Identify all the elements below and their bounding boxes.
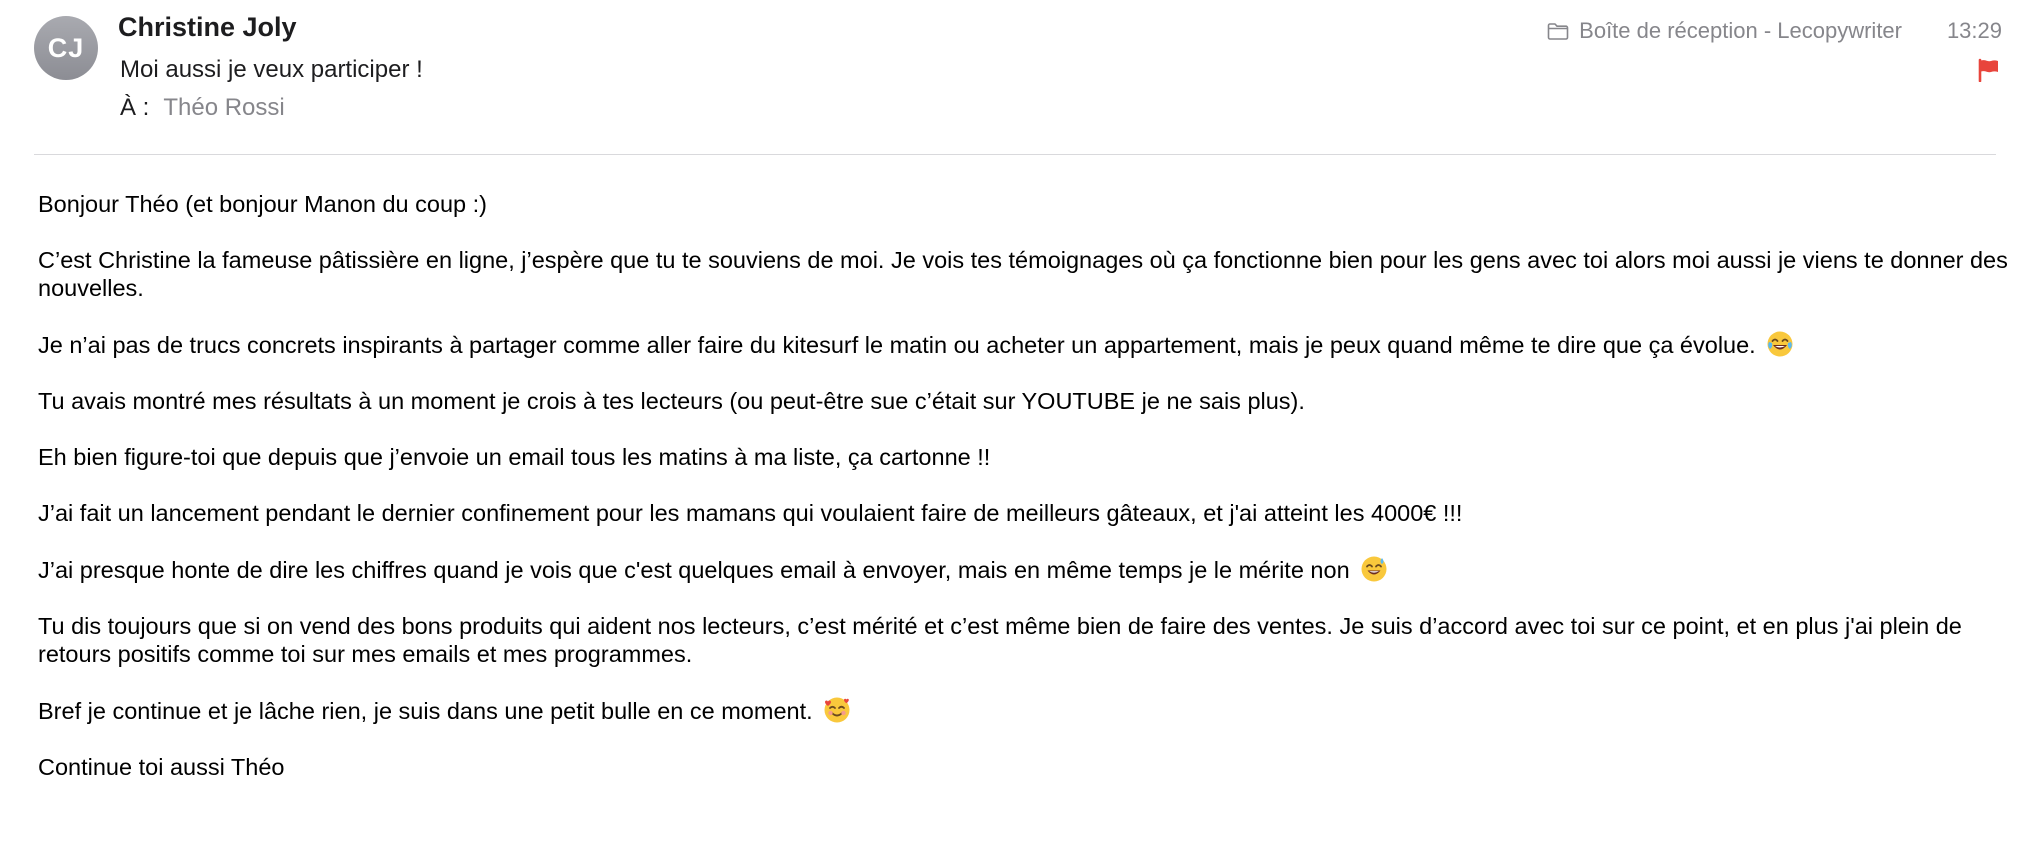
recipient-name[interactable]: Théo Rossi (163, 94, 285, 121)
header-divider (34, 154, 1996, 155)
mailbox-location[interactable] (1547, 18, 1902, 44)
recipient-row (120, 94, 285, 122)
message-header (0, 0, 2024, 156)
sender-name[interactable]: Christine Joly (118, 12, 297, 42)
smiling-face-with-hearts-emoji-icon (823, 696, 851, 724)
body-paragraph: Tu dis toujours que si on vend des bons produits qui aident nos lecteurs, c’est mérité et c’est même bien de faire des ventes. Je suis d’accord avec toi sur ce point, et en plus j'ai plein de retours positifs comme toi sur mes emails et mes programmes. (38, 613, 1962, 667)
sweat-smile-emoji-icon (1360, 555, 1388, 583)
mailbox-name: Boîte de réception - Lecopywriter (1579, 18, 1902, 43)
message-time: 13:29 (1946, 18, 2002, 43)
body-paragraph: Bref je continue et je lâche rien, je suis dans une petit bulle en ce moment. (38, 696, 2008, 725)
body-paragraph: Je n’ai pas de trucs concrets inspirants à partager comme aller faire du kitesurf le matin ou acheter un appartement, mais je peux quand même te dire que ça évolue. (38, 330, 2008, 359)
body-paragraph: J’ai presque honte de dire les chiffres quand je vois que c'est quelques email à envoyer, mais en même temps je le mérite non (38, 555, 2008, 584)
body-paragraph: Tu avais montré mes résultats à un moment je crois à tes lecteurs (ou peut-être sue c’était sur YOUTUBE je ne sais plus). (38, 388, 1305, 414)
body-paragraph: Continue toi aussi Théo (38, 754, 285, 780)
laughing-tears-emoji-icon (1766, 330, 1794, 358)
message-body (38, 190, 2008, 809)
sender-avatar[interactable] (34, 16, 98, 80)
avatar-initials: CJ (47, 32, 85, 63)
body-paragraph: C’est Christine la fameuse pâtissière en ligne, j’espère que tu te souviens de moi. Je vois tes témoignages où ça fonctionne bien pour les gens avec toi alors moi aussi je viens te donner des nouvelles. (38, 247, 2008, 301)
message-subject: Moi aussi je veux participer ! (120, 56, 423, 83)
folder-icon (1547, 22, 1569, 40)
body-paragraph: Bonjour Théo (et bonjour Manon du coup :) (38, 191, 487, 217)
body-paragraph: Eh bien figure-toi que depuis que j’envoie un email tous les matins à ma liste, ça cartonne !! (38, 444, 991, 470)
flag-icon[interactable] (1978, 58, 2000, 82)
to-label: À : (120, 94, 150, 121)
body-paragraph: J’ai fait un lancement pendant le dernier confinement pour les mamans qui voulaient faire de meilleurs gâteaux, et j'ai atteint les 4000€ !!! (38, 500, 1463, 526)
